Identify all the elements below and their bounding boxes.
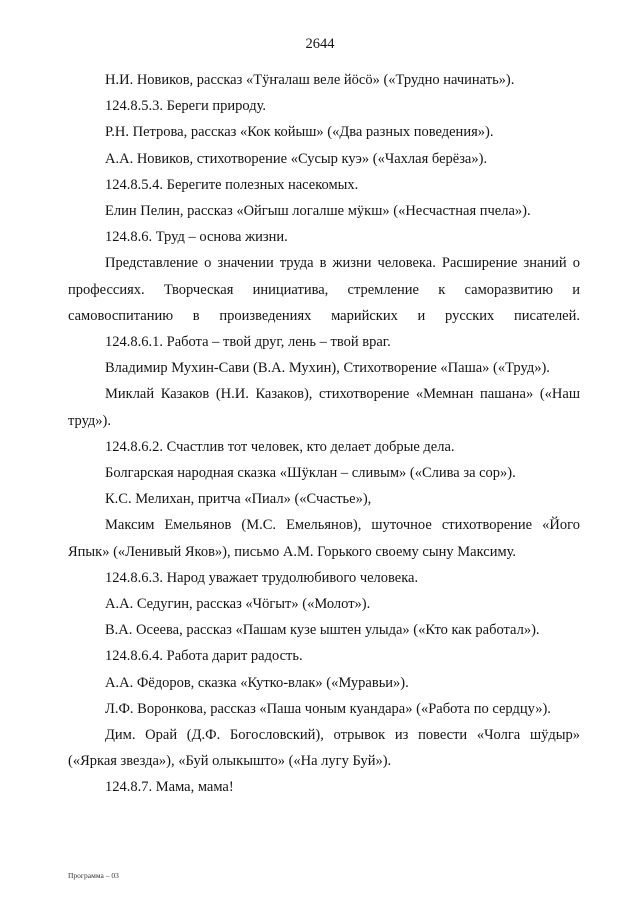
- section-heading: 124.8.6.2. Счастлив тот человек, кто делает добрые дела.: [105, 438, 455, 455]
- page-footer: Программа – 03: [68, 871, 119, 880]
- section-heading: 124.8.6.4. Работа дарит радость.: [105, 648, 303, 665]
- paragraph: Болгарская народная сказка «Шӱклан – сливым» («Слива за сор»).: [105, 465, 516, 482]
- paragraph: Представление о значении труда в жизни человека. Расширение знаний о профессиях. Творческая инициатива, стремление к саморазвитию и самовоспитанию в произведениях марийских и русских писателей.: [68, 255, 580, 324]
- paragraph: Миклай Казаков (Н.И. Казаков), стихотворение «Мемнан пашана» («Наш труд»).: [68, 386, 580, 429]
- paragraph: Н.И. Новиков, рассказ «Тӱҥалаш веле йӧсӧ» («Трудно начинать»).: [105, 72, 515, 88]
- paragraph: Елин Пелин, рассказ «Ойгыш логалше мӱкш» («Несчастная пчела»).: [105, 203, 531, 220]
- paragraph: Максим Емельянов (М.С. Емельянов), шуточное стихотворение «Його Япык» («Ленивый Яков»), письмо А.М. Горького своему сыну Максиму.: [68, 517, 580, 560]
- paragraph: А.А. Седугин, рассказ «Чӧгыт» («Молот»).: [105, 596, 371, 613]
- paragraph: Владимир Мухин-Сави (В.А. Мухин), Стихотворение «Паша» («Труд»).: [105, 360, 550, 377]
- section-heading: 124.8.6.1. Работа – твой друг, лень – твой враг.: [105, 334, 391, 351]
- section-heading: 124.8.6. Труд – основа жизни.: [105, 229, 288, 246]
- paragraph: Дим. Орай (Д.Ф. Богословский), отрывок из повести «Чолга шӱдыр» («Яркая звезда»), «Буй олыкыштo» («На лугу Буй»).: [68, 727, 580, 770]
- page-number: 2644: [305, 36, 335, 52]
- section-heading: 124.8.5.3. Береги природу.: [105, 98, 267, 115]
- paragraph: А.А. Новиков, стихотворение «Сусыр куэ» («Чахлая берёза»).: [105, 150, 488, 167]
- document-body: [68, 67, 580, 801]
- paragraph: Л.Ф. Воронкова, рассказ «Паша чоным куандара» («Работа по сердцу»).: [105, 700, 551, 717]
- paragraph: В.А. Осеева, рассказ «Пашам кузе ыштен улыда» («Кто как работал»).: [105, 622, 540, 639]
- paragraph: К.С. Мелихан, притча «Пиал» («Счастье»),: [105, 491, 372, 508]
- paragraph: Р.Н. Петрова, рассказ «Кок койыш» («Два разных поведения»).: [105, 124, 494, 141]
- section-heading: 124.8.5.4. Берегите полезных насекомых.: [105, 176, 359, 193]
- section-heading: 124.8.6.3. Народ уважает трудолюбивого человека.: [105, 569, 419, 586]
- paragraph: А.А. Фёдоров, сказка «Кутко-влак» («Муравьи»).: [105, 674, 409, 691]
- section-heading: 124.8.7. Мама, мама!: [105, 779, 234, 796]
